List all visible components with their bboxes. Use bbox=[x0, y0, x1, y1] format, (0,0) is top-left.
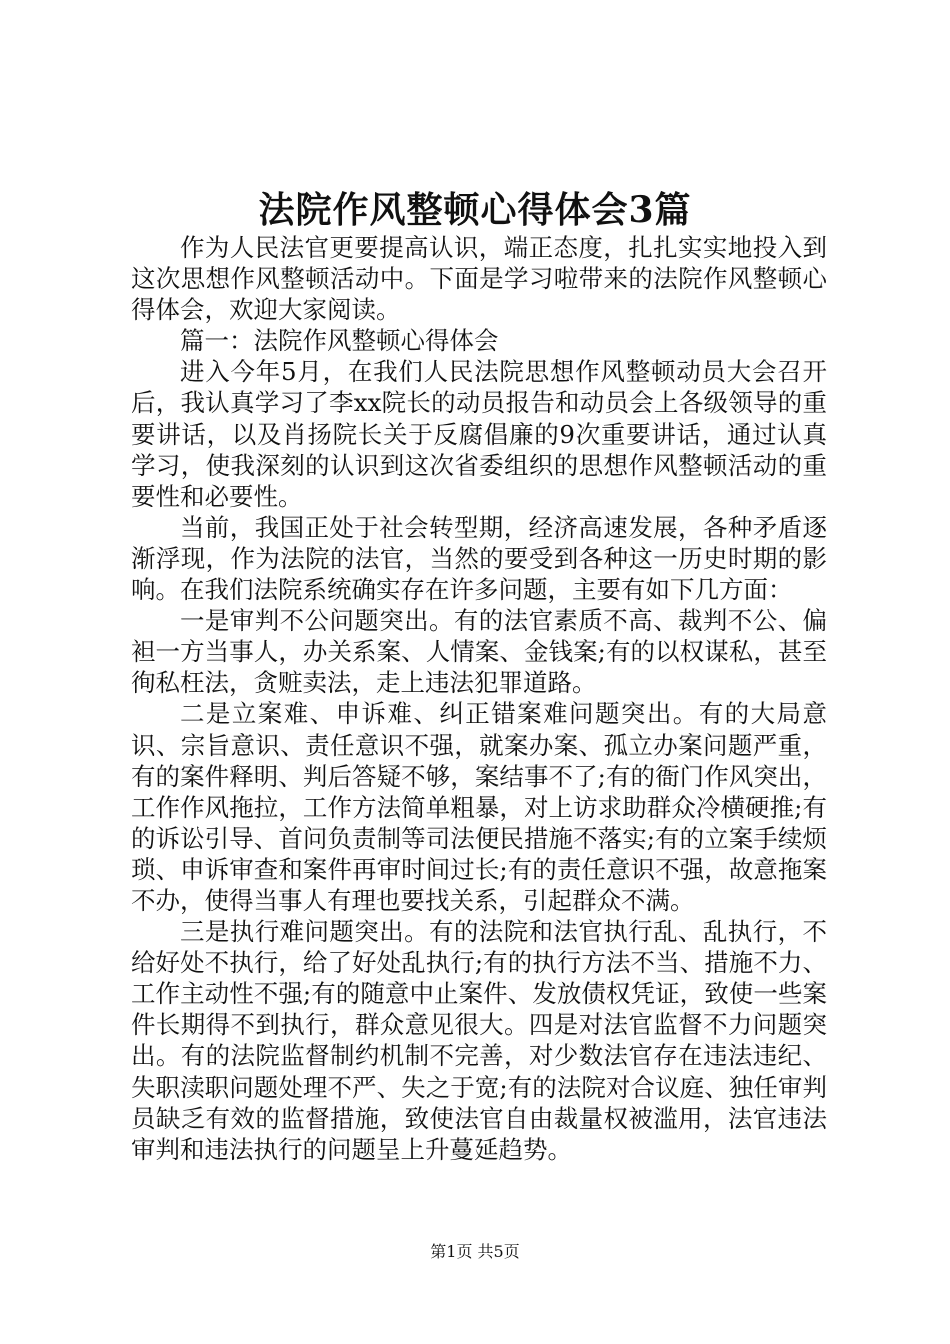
paragraph: 进入今年5月，在我们人民法院思想作风整顿动员大会召开后，我认真学习了李xx院长的动员报告和动员会上各级领导的重要讲话，以及肖扬院长关于反腐倡廉的9次重要讲话，通过认真学习，使我深刻的认识到这次省委组织的思想作风整顿活动的重要性和必要性。 bbox=[131, 357, 827, 511]
page-number-footer: 第1页 共5页 bbox=[430, 1242, 520, 1261]
document-body bbox=[131, 232, 827, 1165]
paragraph: 当前，我国正处于社会转型期，经济高速发展，各种矛盾逐渐浮现，作为法院的法官，当然的要受到各种这一历史时期的影响。在我们法院系统确实存在许多问题，主要有如下几方面： bbox=[131, 512, 827, 605]
section-heading-one: 篇一：法院作风整顿心得体会 bbox=[180, 326, 499, 356]
paragraph: 一是审判不公问题突出。有的法官素质不高、裁判不公、偏袒一方当事人，办关系案、人情案、金钱案;有的以权谋私，甚至徇私枉法，贪赃卖法，走上违法犯罪道路。 bbox=[131, 606, 827, 698]
document-title: 法院作风整顿心得体会3篇 bbox=[258, 189, 692, 231]
paragraph-intro: 作为人民法官更要提高认识，端正态度，扎扎实实地投入到这次思想作风整顿活动中。下面是学习啦带来的法院作风整顿心得体会，欢迎大家阅读。 bbox=[131, 233, 827, 325]
paragraph: 三是执行难问题突出。有的法院和法官执行乱、乱执行，不给好处不执行，给了好处乱执行;有的执行方法不当、措施不力、工作主动性不强;有的随意中止案件、发放债权凭证，致使一些案件长期得不到执行，群众意见很大。四是对法官监督不力问题突出。有的法院监督制约机制不完善，对少数法官存在违法违纪、失职渎职问题处理不严、失之于宽;有的法院对合议庭、独任审判员缺乏有效的监督措施，致使法官自由裁量权被滥用，法官违法审判和违法执行的问题呈上升蔓延趋势。 bbox=[131, 917, 827, 1164]
paragraph: 二是立案难、申诉难、纠正错案难问题突出。有的大局意识、宗旨意识、责任意识不强，就案办案、孤立办案问题严重，有的案件释明、判后答疑不够，案结事不了;有的衙门作风突出，工作作风拖拉，工作方法简单粗暴，对上访求助群众冷横硬推;有的诉讼引导、首问负责制等司法便民措施不落实;有的立案手续烦琐、申诉审查和案件再审时间过长;有的责任意识不强，故意拖案不办，使得当事人有理也要找关系，引起群众不满。 bbox=[131, 699, 827, 915]
